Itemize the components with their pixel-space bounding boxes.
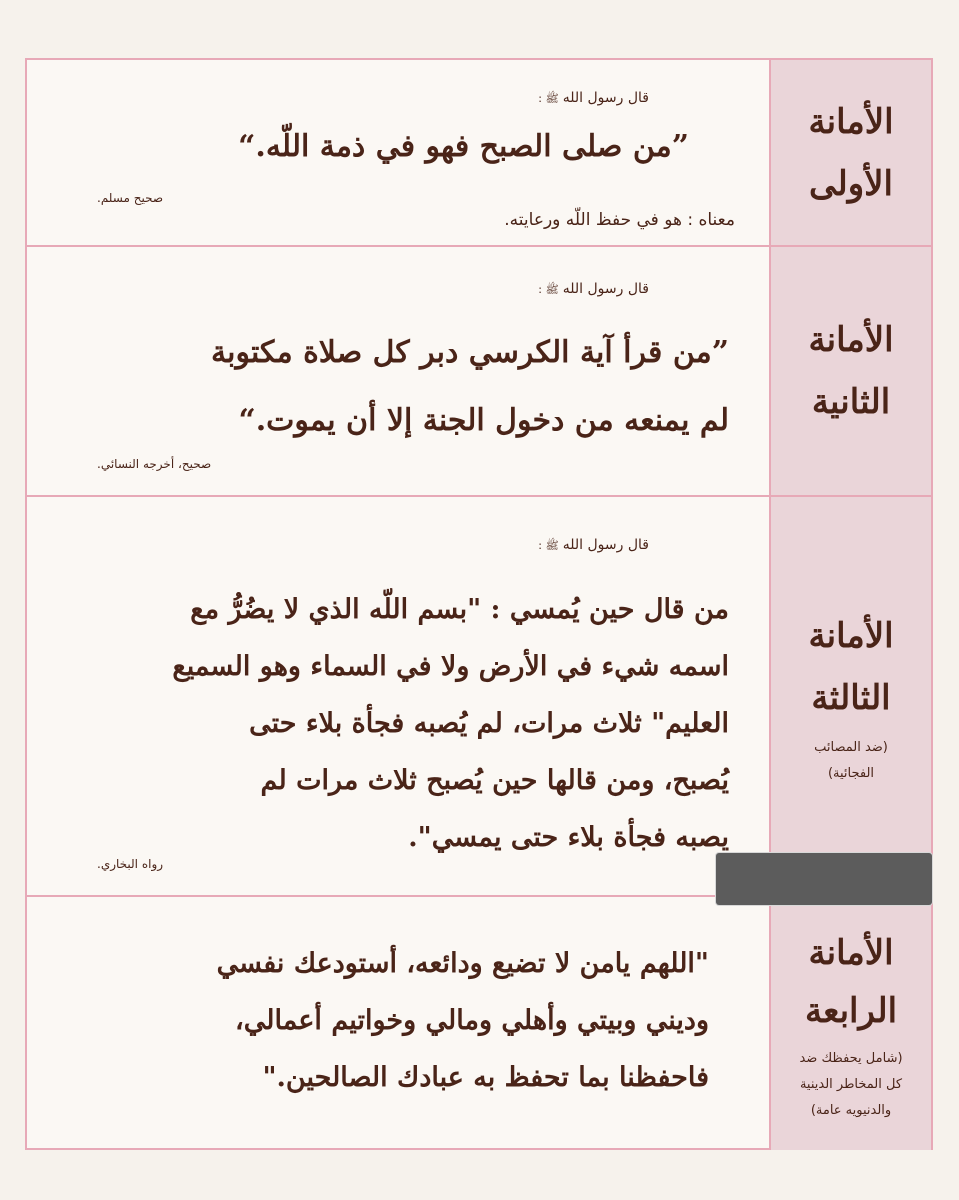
intro-text: قال رسول الله — [562, 281, 649, 297]
redaction-overlay — [716, 853, 932, 905]
hadith-line: ”من قرأ آية الكرسي دبر كل صلاة مكتوبة — [211, 335, 729, 370]
row-note: (شامل يحفظك ضد كل المخاطر الدينية والدنيويه عامة) — [799, 1050, 903, 1118]
hadith-line: ”من صلى الصبح فهو في ذمة اللّه.“ — [238, 129, 689, 164]
table-row — [27, 247, 931, 497]
hadith-line: لم يمنعه من دخول الجنة إلا أن يموت.“ — [238, 403, 729, 438]
row-note: (ضد المصائب الفجائية) — [814, 740, 888, 781]
hadith-text — [67, 581, 729, 866]
hadith-source: رواه البخاري. — [97, 857, 164, 871]
row-content — [27, 247, 769, 495]
row-label: الأمانة الثالثة — [808, 616, 894, 718]
hadith-line: يصبه فجأة بلاء حتى يمسي". — [408, 822, 729, 853]
intro-text: قال رسول الله — [562, 90, 649, 106]
intro-text: قال رسول الله — [562, 537, 649, 553]
row-label-cell — [769, 247, 931, 495]
hadith-line: "اللهم يامن لا تضيع ودائعه، أستودعك نفسي — [216, 948, 709, 979]
hadith-source: صحيح، أخرجه النسائي. — [97, 457, 212, 471]
hadith-text — [67, 935, 729, 1106]
row-content — [27, 497, 769, 895]
table-row — [27, 897, 931, 1150]
table-row — [27, 60, 931, 247]
saw-glyph: ﷺ : — [538, 539, 559, 552]
hadith-line: العليم" ثلاث مرات، لم يُصبه فجأة بلاء حتى — [249, 708, 729, 739]
hadith-intro — [538, 90, 649, 108]
hadith-meaning: معناه : هو في حفظ اللّه ورعايته. — [504, 210, 735, 230]
row-label: الأمانة الأولى — [808, 101, 894, 204]
hadith-intro — [538, 281, 649, 299]
hadith-line: من قال حين يُمسي : "بسم اللّه الذي لا يضُرُّ مع — [190, 594, 729, 625]
row-label-cell — [769, 497, 931, 895]
hadith-line: يُصبح، ومن قالها حين يُصبح ثلاث مرات لم — [260, 765, 729, 796]
table-row — [27, 497, 931, 897]
row-label-cell — [769, 897, 931, 1150]
amanat-table — [25, 58, 933, 1150]
hadith-intro — [538, 537, 649, 555]
row-label: الأمانة الرابعة — [804, 932, 898, 1031]
saw-glyph: ﷺ : — [538, 283, 559, 296]
hadith-text — [67, 126, 729, 168]
row-content — [27, 60, 769, 245]
row-label-cell — [769, 60, 931, 245]
row-label: الأمانة الثانية — [808, 320, 894, 422]
hadith-line: وديني وبيتي وأهلي ومالي وخواتيم أعمالي، — [235, 1005, 709, 1036]
row-content — [27, 897, 769, 1150]
hadith-text — [67, 319, 729, 455]
saw-glyph: ﷺ : — [538, 92, 559, 105]
hadith-line: فاحفظنا بما تحفظ به عبادك الصالحين." — [262, 1062, 709, 1093]
hadith-source: صحيح مسلم. — [97, 191, 164, 205]
hadith-line: اسمه شيء في الأرض ولا في السماء وهو السميع — [172, 651, 729, 682]
